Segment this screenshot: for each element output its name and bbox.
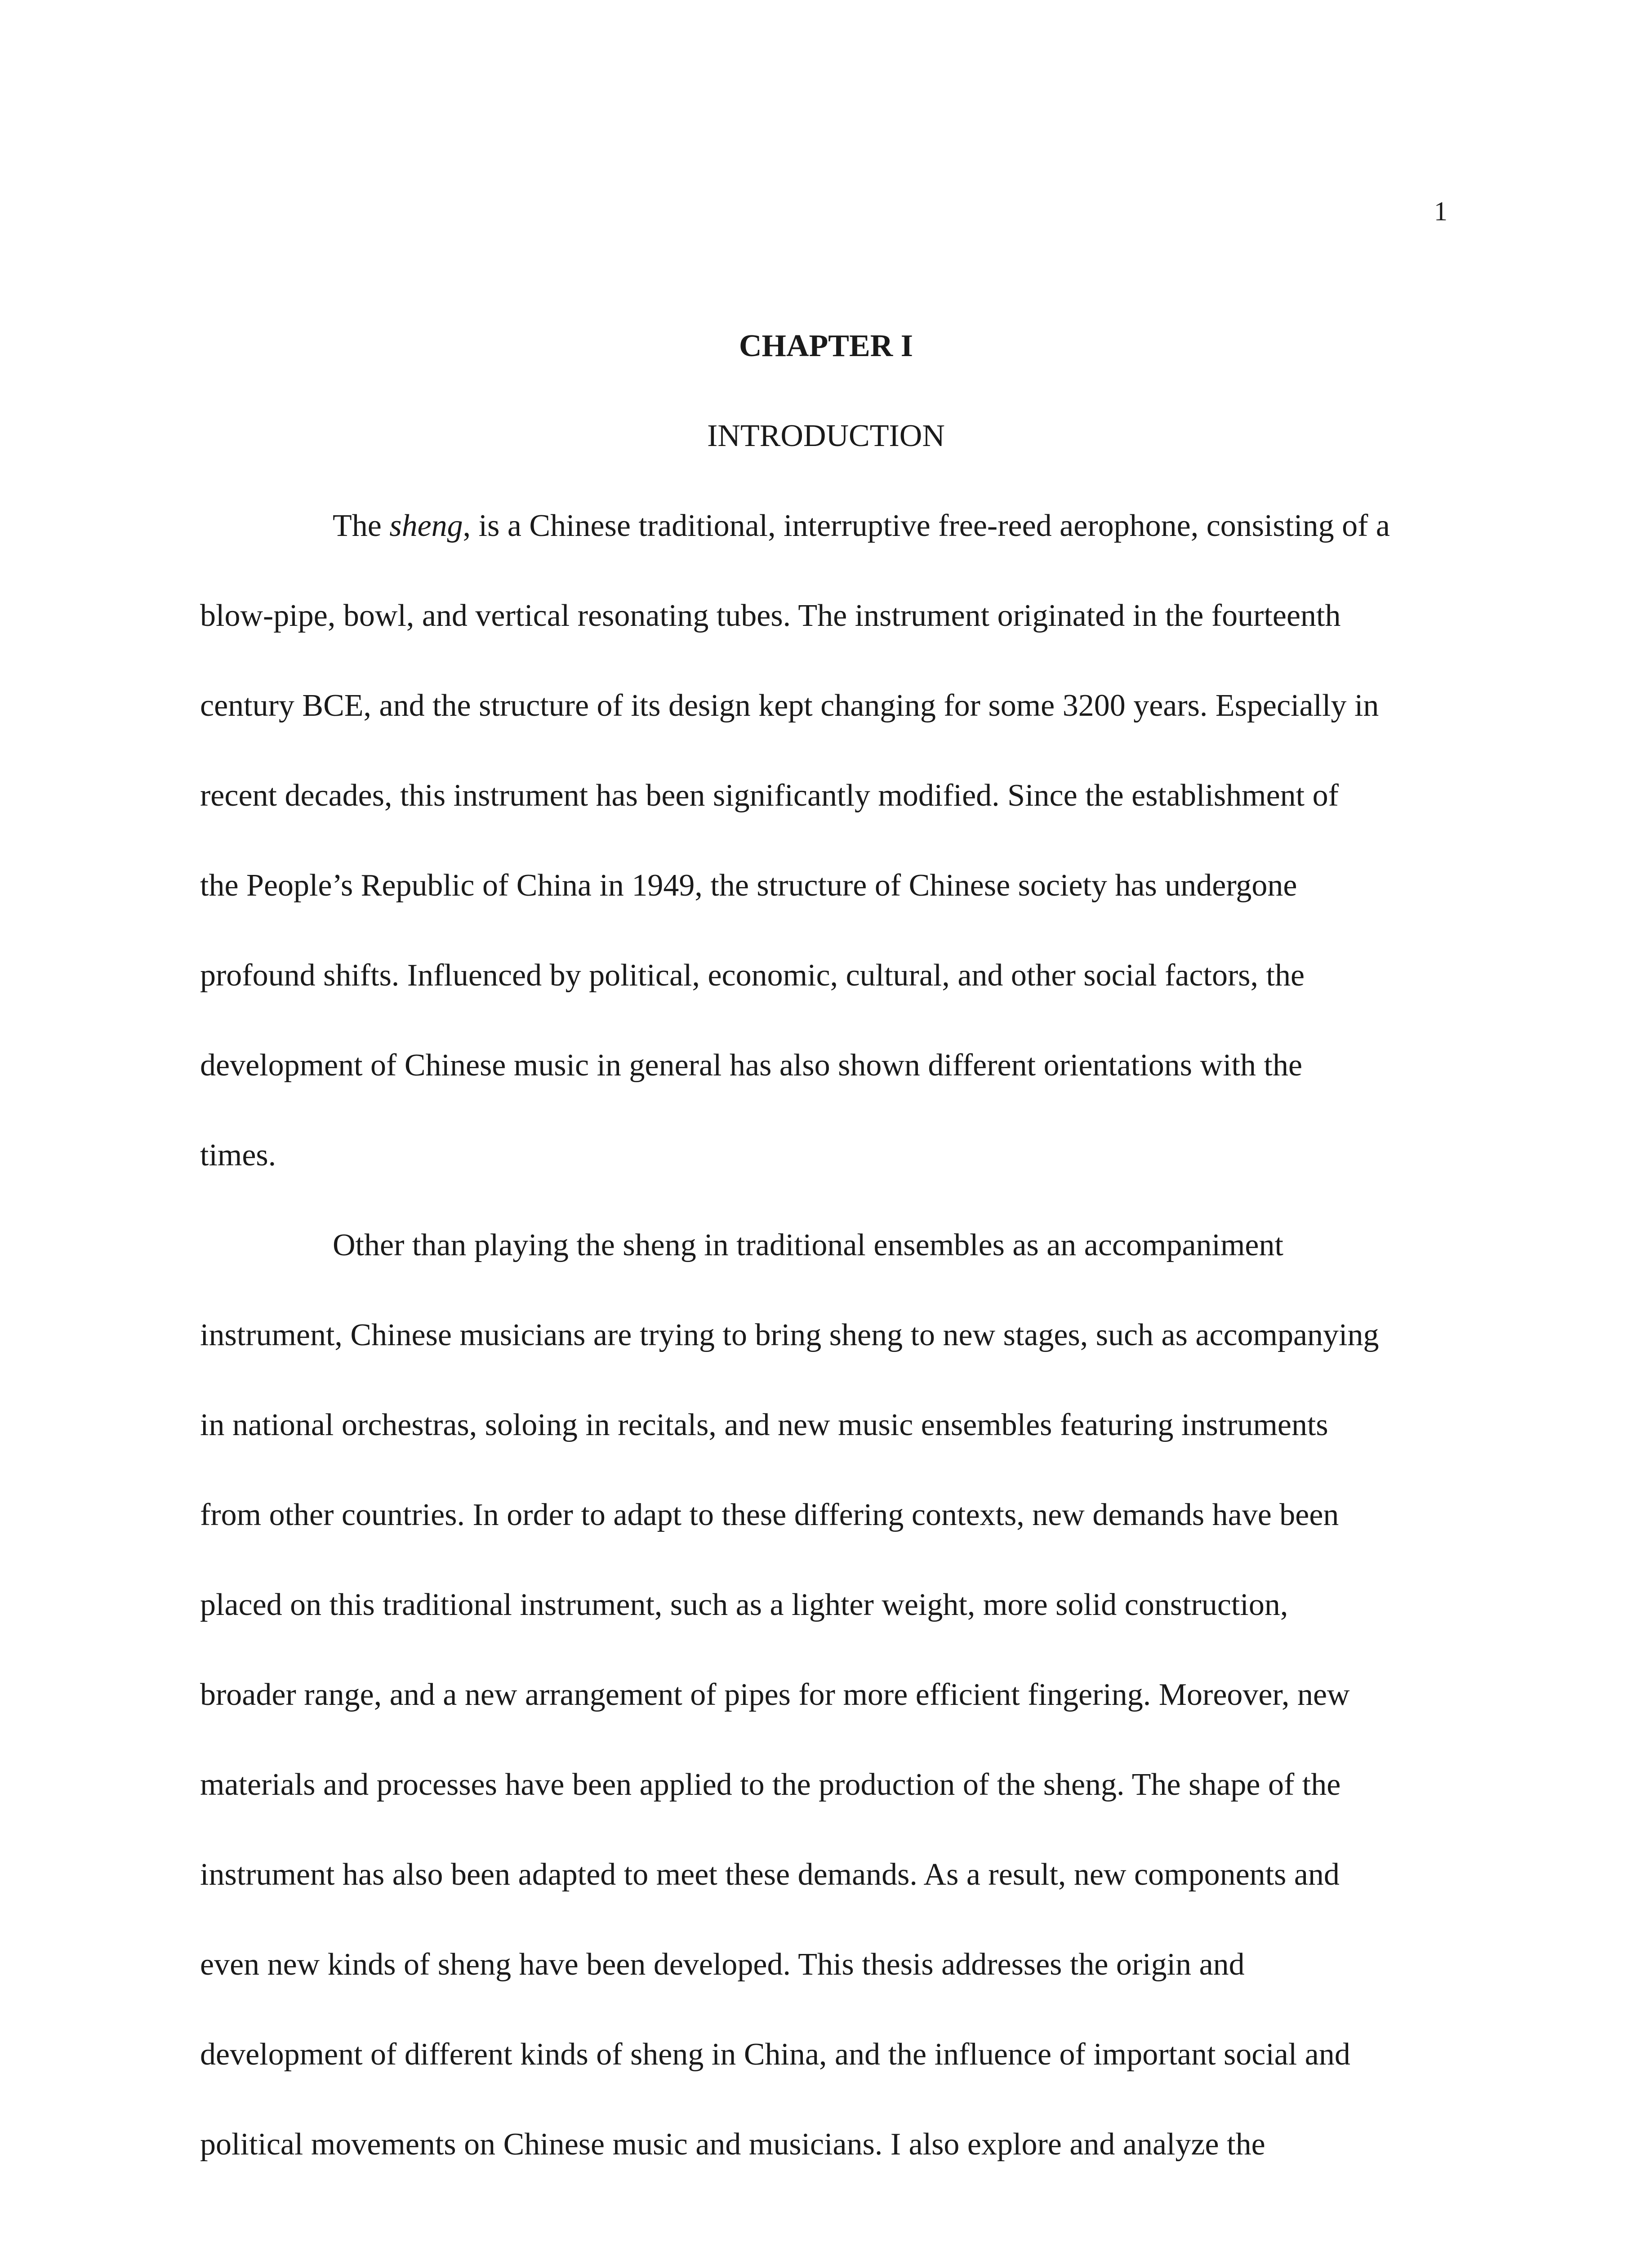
text-line: political movements on Chinese music and musicians. I also explore and analyze the bbox=[200, 2127, 1265, 2162]
section-heading: INTRODUCTION bbox=[707, 419, 945, 453]
paragraph-1 bbox=[200, 504, 1450, 1223]
text-line: instrument has also been adapted to meet these demands. As a result, new components and bbox=[200, 1857, 1340, 1892]
text-run: The bbox=[333, 508, 390, 543]
text-line: development of different kinds of sheng in China, and the influence of important social and bbox=[200, 2037, 1350, 2072]
text-line: instrument, Chinese musicians are trying to bring sheng to new stages, such as accompanying bbox=[200, 1318, 1379, 1352]
text-line: placed on this traditional instrument, such as a lighter weight, more solid construction, bbox=[200, 1588, 1288, 1622]
text-line: even new kinds of sheng have been developed. This thesis addresses the origin and bbox=[200, 1947, 1245, 1982]
text-line: blow-pipe, bowl, and vertical resonating tubes. The instrument originated in the fourteenth bbox=[200, 598, 1341, 633]
text-line: Other than playing the sheng in traditional ensembles as an accompaniment bbox=[333, 1228, 1283, 1262]
italic-term: sheng bbox=[389, 508, 463, 543]
text-line bbox=[200, 504, 1450, 593]
body-text bbox=[200, 504, 1450, 2212]
text-run: , is a Chinese traditional, interruptive free-reed aerophone, consisting of a bbox=[463, 508, 1390, 543]
text-line: materials and processes have been applied to the production of the sheng. The shape of the bbox=[200, 1767, 1341, 1802]
text-line: the People’s Republic of China in 1949, the structure of Chinese society has undergone bbox=[200, 868, 1297, 903]
paragraph-2 bbox=[200, 1223, 1450, 2212]
chapter-heading: CHAPTER I bbox=[739, 329, 913, 363]
text-line: broader range, and a new arrangement of pipes for more efficient fingering. Moreover, new bbox=[200, 1677, 1350, 1712]
page-number: 1 bbox=[1434, 196, 1447, 226]
text-line: recent decades, this instrument has been significantly modified. Since the establishment of bbox=[200, 778, 1339, 813]
text-line: in national orchestras, soloing in recitals, and new music ensembles featuring instruments bbox=[200, 1408, 1328, 1442]
text-line: from other countries. In order to adapt to these differing contexts, new demands have been bbox=[200, 1498, 1339, 1532]
text-line: times. bbox=[200, 1138, 276, 1173]
text-line: development of Chinese music in general has also shown different orientations with the bbox=[200, 1048, 1303, 1083]
text-line: profound shifts. Influenced by political, economic, cultural, and other social factors, the bbox=[200, 958, 1305, 993]
text-line: century BCE, and the structure of its design kept changing for some 3200 years. Especially in bbox=[200, 688, 1379, 723]
